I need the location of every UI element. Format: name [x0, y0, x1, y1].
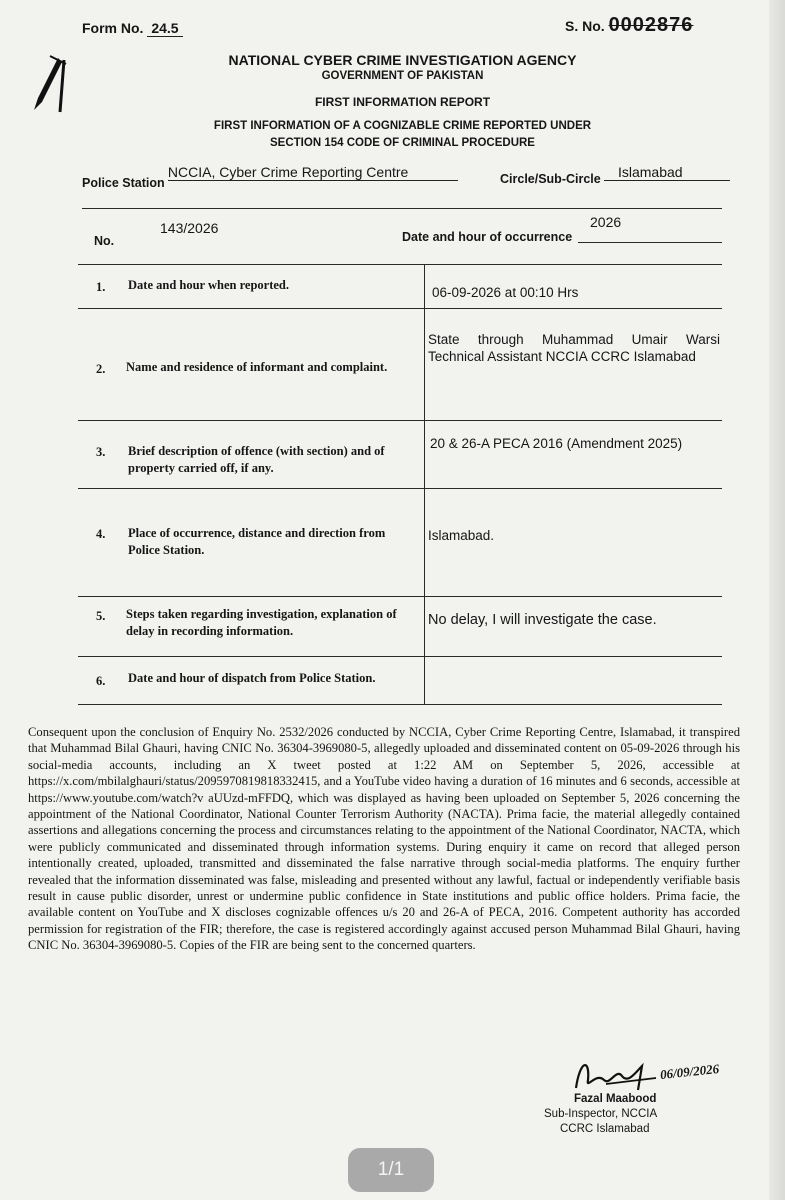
signatory-name: Fazal Maabood [574, 1093, 657, 1105]
table-top-border [78, 264, 722, 265]
police-station-value: NCCIA, Cyber Crime Reporting Centre [168, 164, 458, 181]
table-row-4-number: 4. [96, 527, 106, 541]
government-title: GOVERNMENT OF PAKISTAN [321, 70, 484, 82]
report-title: FIRST INFORMATION REPORT [314, 95, 491, 109]
table-row-1-label: Date and hour when reported. [128, 278, 290, 292]
table-row-5-value: No delay, I will investigate the case. [428, 612, 657, 628]
table-row-divider-3 [78, 488, 722, 489]
occurrence-value: 2026 [590, 214, 622, 230]
occurrence-underline [578, 242, 722, 243]
table-row-2-value: State through Muhammad Umair Warsi Technical Assistant NCCIA CCRC Islamabad [428, 332, 720, 364]
narrative-paragraph: Consequent upon the conclusion of Enquiry No. 2532/2026 conducted by NCCIA, Cyber Crime Reporting Centre, Islamabad, it transpired that Muhammad Bilal Ghauri, having CNIC No. 36304-3969080-5, allegedly uploaded and disseminated content on 05-09-2026 through his social-media accounts, including an X tweet posted at 1:22 AM on September 5, 2026, accessible at https://x.com/mbilalghauri/status/2095970819818332415, and a YouTube video having a duration of 16 minutes and 6 seconds, accessible at https://www.youtube.com/watch?v aUUzd-mFFDQ, which was displayed as having been uploaded on September 5, 2026 concerning the appointment of the National Coordinator, National Counter Terrorism Authority (NACTA). Prima facie, the material allegedly contained assertions and allegations concerning the process and circumstances relating to the appointment of the National Coordinator, NACTA, which were publicly communicated and disseminated through information systems. During enquiry it came on record that alleged person intentionally created, uploaded, transmitted and disseminated the false narrative through social-media platforms. The enquiry further revealed that the information disseminated was false, misleading and presented without any lawful, factual or independently verifiable basis result in cause public disorder, unrest or undermine public confidence in State institutions and public office holders. Prima facie, the available content on YouTube and X discloses cognizable offences u/s 20 and 26-A of PECA, 2016. Competent authority has accorded permission for registration of the FIR; therefore, the case is registered accordingly against accused person Muhammad Bilal Ghauri, having CNIC No. 36304-3969080-5. Copies of the FIR are being sent to the concerned quarters. [28, 725, 740, 953]
table-row-1-value: 06-09-2026 at 00:10 Hrs [432, 285, 579, 300]
fir-no-label: No. [94, 234, 115, 248]
police-station-label: Police Station [82, 176, 165, 190]
table-row-divider-5 [78, 656, 722, 657]
serial-number [565, 14, 693, 37]
table-row-4-value: Islamabad. [428, 528, 495, 543]
table-row-4-label: Place of occurrence, distance and direction from Police Station. [128, 526, 386, 557]
report-subtitle-2: SECTION 154 CODE OF CRIMINAL PROCEDURE [270, 137, 535, 149]
table-row-2-label: Name and residence of informant and complaint. [126, 360, 388, 374]
page-edge [769, 0, 785, 1200]
circle-value: Islamabad [604, 164, 730, 181]
form-number-value: 24.5 [147, 20, 182, 37]
table-row-6-label: Date and hour of dispatch from Police Station. [128, 671, 376, 685]
table-column-divider [424, 264, 425, 704]
table-row-5-label: Steps taken regarding investigation, explanation of delay in recording information. [126, 607, 397, 638]
page-indicator: 1/1 [348, 1148, 434, 1192]
table-row-divider-2 [78, 420, 722, 421]
occurrence-label: Date and hour of occurrence [402, 230, 573, 244]
table-row-3-number: 3. [96, 445, 106, 459]
signature-date: 06/09/2026 [659, 1060, 720, 1083]
report-subtitle-1: FIRST INFORMATION OF A COGNIZABLE CRIME REPORTED UNDER [213, 120, 592, 132]
form-number [82, 20, 183, 36]
fir-no-value: 143/2026 [160, 220, 219, 236]
table-row-5-number: 5. [96, 609, 106, 623]
serial-number-label: S. No. [565, 18, 605, 34]
table-row-1-number: 1. [96, 280, 106, 294]
form-number-label: Form No. [82, 20, 144, 36]
signatory-designation: Sub-Inspector, NCCIA [544, 1108, 658, 1120]
signatory-office: CCRC Islamabad [560, 1123, 650, 1135]
table-row-3-value: 20 & 26-A PECA 2016 (Amendment 2025) [430, 436, 683, 451]
police-station-field [82, 164, 458, 190]
table-row-divider-4 [78, 596, 722, 597]
table-row-6-number: 6. [96, 674, 106, 688]
serial-number-value: 0002876 [608, 14, 694, 36]
table-row-3-label: Brief description of offence (with section) and of property carried off, if any. [128, 444, 385, 475]
circle-label: Circle/Sub-Circle [500, 172, 601, 186]
agency-title: NATIONAL CYBER CRIME INVESTIGATION AGENCY [228, 52, 577, 68]
table-row-2-number: 2. [96, 362, 106, 376]
circle-field [500, 164, 730, 186]
divider-top [82, 208, 722, 209]
table-row-divider-1 [78, 308, 722, 309]
table-bottom-border [78, 704, 722, 705]
